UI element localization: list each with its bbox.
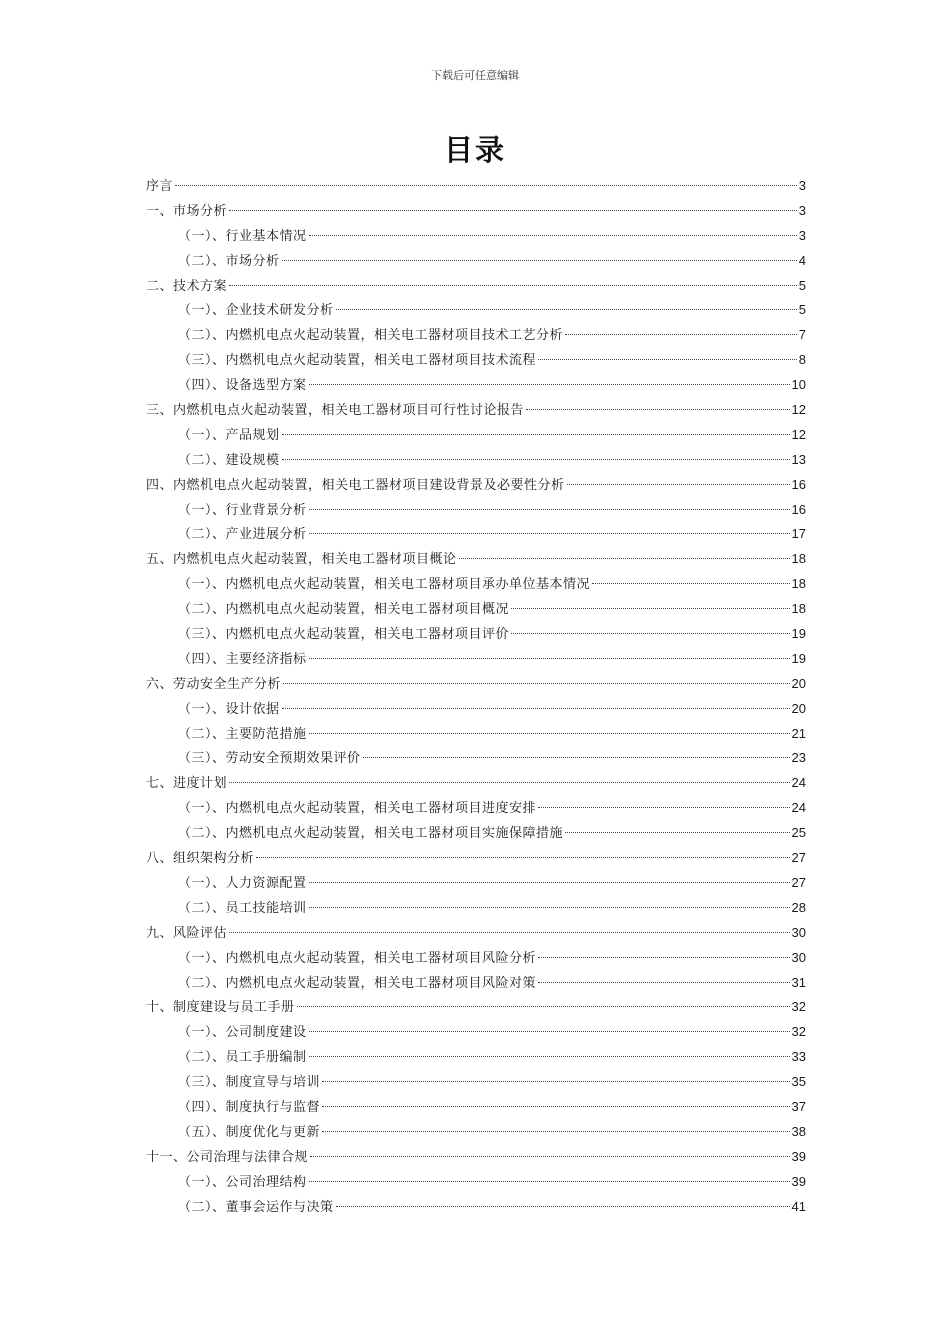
toc-title: 目录	[443, 133, 506, 167]
toc-entry-label: 八、组织架构分析	[146, 851, 255, 867]
toc-entry-label: （一）、公司治理结构	[178, 1174, 307, 1190]
toc-page-number: 32	[791, 999, 806, 1015]
toc-dot-leader	[309, 1031, 790, 1032]
toc-section-entry[interactable]	[146, 1170, 806, 1195]
toc-section-entry[interactable]	[146, 423, 806, 448]
toc-page-number: 32	[791, 1024, 806, 1040]
toc-page-number: 16	[791, 501, 806, 517]
toc-dot-leader	[336, 309, 797, 310]
toc-entry-label: （一）、设计依据	[178, 701, 280, 717]
toc-chapter-entry[interactable]	[146, 921, 806, 946]
toc-entry-label: （二）、市场分析	[178, 253, 280, 269]
toc-dot-leader	[538, 807, 790, 808]
toc-page-number: 18	[791, 551, 806, 567]
toc-entry-label: （四）、主要经济指标	[178, 651, 307, 667]
toc-page-number: 27	[791, 874, 806, 890]
toc-chapter-entry[interactable]	[146, 174, 806, 199]
toc-entry-label: （二）、内燃机电点火起动装置，相关电工器材项目风险对策	[178, 975, 537, 991]
toc-entry-label: 三、内燃机电点火起动装置，相关电工器材项目可行性讨论报告	[146, 403, 525, 419]
toc-section-entry[interactable]	[146, 896, 806, 921]
toc-entry-label: （五）、制度优化与更新	[178, 1124, 321, 1140]
toc-chapter-entry[interactable]	[146, 672, 806, 697]
toc-dot-leader	[309, 1181, 790, 1182]
toc-dot-leader	[310, 1156, 790, 1157]
toc-chapter-entry[interactable]	[146, 846, 806, 871]
toc-page-number: 19	[791, 650, 806, 666]
toc-entry-label: 序言	[146, 179, 174, 194]
toc-dot-leader	[309, 658, 790, 659]
toc-page-number: 25	[791, 825, 806, 841]
toc-entry-label: 五、内燃机电点火起动装置，相关电工器材项目概论	[146, 552, 457, 568]
toc-section-entry[interactable]	[146, 697, 806, 722]
toc-chapter-entry[interactable]	[146, 995, 806, 1020]
toc-page-number: 33	[791, 1049, 806, 1065]
toc-page-number: 18	[791, 576, 806, 592]
toc-dot-leader	[322, 1131, 790, 1132]
toc-section-entry[interactable]	[146, 971, 806, 996]
toc-entry-label: （一）、行业背景分析	[178, 502, 307, 518]
toc-page-number: 12	[791, 426, 806, 442]
toc-section-entry[interactable]	[146, 622, 806, 647]
toc-entry-label: （三）、内燃机电点火起动装置，相关电工器材项目技术流程	[178, 353, 537, 369]
toc-entry-label: （四）、设备选型方案	[178, 378, 307, 394]
toc-page-number: 38	[791, 1123, 806, 1139]
toc-page-number: 39	[791, 1148, 806, 1164]
toc-section-entry[interactable]	[146, 323, 806, 348]
toc-dot-leader	[256, 857, 790, 858]
toc-section-entry[interactable]	[146, 249, 806, 274]
toc-dot-leader	[363, 757, 790, 758]
toc-entry-label: （二）、内燃机电点火起动装置，相关电工器材项目概况	[178, 602, 510, 618]
toc-entry-label: （一）、内燃机电点火起动装置，相关电工器材项目风险分析	[178, 950, 537, 966]
toc-entry-label: （二）、董事会运作与决策	[178, 1199, 334, 1215]
toc-page-number: 21	[791, 725, 806, 741]
toc-section-entry[interactable]	[146, 796, 806, 821]
toc-dot-leader	[282, 260, 797, 261]
toc-section-entry[interactable]	[146, 1120, 806, 1145]
toc-entry-label: （一）、行业基本情况	[178, 228, 307, 244]
toc-page-number: 41	[791, 1198, 806, 1214]
toc-section-entry[interactable]	[146, 498, 806, 523]
toc-page-number: 27	[791, 850, 806, 866]
toc-entry-label: 九、风险评估	[146, 925, 228, 941]
toc-section-entry[interactable]	[146, 746, 806, 771]
toc-entry-label: 七、进度计划	[146, 776, 228, 792]
toc-chapter-entry[interactable]	[146, 274, 806, 299]
toc-page-number: 13	[791, 451, 806, 467]
toc-entry-label: 六、劳动安全生产分析	[146, 676, 282, 692]
toc-section-entry[interactable]	[146, 946, 806, 971]
toc-dot-leader	[283, 683, 790, 684]
toc-page-number: 3	[798, 227, 806, 243]
toc-page-number: 17	[791, 526, 806, 542]
toc-entry-label: （一）、内燃机电点火起动装置，相关电工器材项目进度安排	[178, 801, 537, 817]
toc-dot-leader	[309, 384, 790, 385]
toc-dot-leader	[229, 782, 790, 783]
toc-page-number: 35	[791, 1074, 806, 1090]
toc-section-entry[interactable]	[146, 522, 806, 547]
toc-dot-leader	[322, 1081, 790, 1082]
toc-entry-label: （四）、制度执行与监督	[178, 1099, 321, 1115]
header-note: 下载后可任意编辑	[431, 69, 519, 82]
toc-entry-label: 四、内燃机电点火起动装置，相关电工器材项目建设背景及必要性分析	[146, 477, 565, 493]
toc-dot-leader	[282, 459, 790, 460]
toc-page-number: 18	[791, 601, 806, 617]
toc-entry-label: （一）、企业技术研发分析	[178, 303, 334, 319]
toc-chapter-entry[interactable]	[146, 547, 806, 572]
toc-section-entry[interactable]	[146, 647, 806, 672]
toc-chapter-entry[interactable]	[146, 398, 806, 423]
toc-section-entry[interactable]	[146, 1020, 806, 1045]
toc-page-number: 24	[791, 775, 806, 791]
toc-section-entry[interactable]	[146, 448, 806, 473]
toc-dot-leader	[309, 235, 797, 236]
toc-page-number: 28	[791, 899, 806, 915]
toc-chapter-entry[interactable]	[146, 199, 806, 224]
toc-section-entry[interactable]	[146, 1045, 806, 1070]
toc-entry-label: （一）、产品规划	[178, 427, 280, 443]
toc-entry-label: 十一、公司治理与法律合规	[146, 1149, 309, 1165]
toc-dot-leader	[592, 583, 790, 584]
toc-entry-label: （二）、员工手册编制	[178, 1050, 307, 1066]
toc-entry-label: （二）、主要防范措施	[178, 726, 307, 742]
toc-dot-leader	[538, 957, 790, 958]
toc-section-entry[interactable]	[146, 597, 806, 622]
toc-section-entry[interactable]	[146, 1195, 806, 1220]
toc-dot-leader	[175, 185, 797, 186]
toc-section-entry[interactable]	[146, 1070, 806, 1095]
toc-dot-leader	[229, 932, 790, 933]
toc-section-entry[interactable]	[146, 722, 806, 747]
toc-section-entry[interactable]	[146, 224, 806, 249]
toc-entry-label: （二）、产业进展分析	[178, 527, 307, 543]
toc-dot-leader	[297, 1006, 790, 1007]
toc-entry-label: （一）、公司制度建设	[178, 1025, 307, 1041]
toc-dot-leader	[336, 1206, 790, 1207]
toc-entry-label: （三）、制度宣导与培训	[178, 1075, 321, 1091]
toc-chapter-entry[interactable]	[146, 771, 806, 796]
toc-page-number: 3	[798, 178, 806, 193]
toc-page-number: 37	[791, 1098, 806, 1114]
toc-entry-label: （二）、内燃机电点火起动装置，相关电工器材项目技术工艺分析	[178, 328, 564, 344]
toc-entry-label: （三）、劳动安全预期效果评价	[178, 751, 361, 767]
toc-dot-leader	[526, 409, 790, 410]
toc-entry-label: 二、技术方案	[146, 278, 228, 294]
toc-entry-label: （二）、建设规模	[178, 452, 280, 468]
toc-section-entry[interactable]	[146, 871, 806, 896]
toc-entry-label: （一）、人力资源配置	[178, 875, 307, 891]
toc-section-entry[interactable]	[146, 572, 806, 597]
toc-page-number: 4	[798, 252, 806, 268]
toc-page-number: 3	[798, 202, 806, 218]
toc-dot-leader	[309, 533, 790, 534]
toc-page-number: 5	[798, 302, 806, 318]
toc-dot-leader	[511, 633, 790, 634]
toc-page-number: 5	[798, 277, 806, 293]
toc-page-number: 19	[791, 626, 806, 642]
toc-dot-leader	[229, 285, 797, 286]
toc-dot-leader	[282, 434, 790, 435]
toc-dot-leader	[309, 907, 790, 908]
toc-entry-label: （三）、内燃机电点火起动装置，相关电工器材项目评价	[178, 627, 510, 643]
toc-dot-leader	[282, 708, 790, 709]
toc-page-number: 30	[791, 949, 806, 965]
toc-dot-leader	[309, 509, 790, 510]
toc-page-number: 20	[791, 700, 806, 716]
toc-dot-leader	[229, 210, 797, 211]
toc-page-number: 39	[791, 1173, 806, 1189]
toc-dot-leader	[309, 882, 790, 883]
toc-entry-label: （二）、内燃机电点火起动装置，相关电工器材项目实施保障措施	[178, 826, 564, 842]
toc-dot-leader	[309, 1056, 790, 1057]
toc-dot-leader	[565, 832, 790, 833]
toc-dot-leader	[567, 484, 790, 485]
toc-section-entry[interactable]	[146, 821, 806, 846]
toc-page-number: 16	[791, 476, 806, 492]
toc-entry-label: （一）、内燃机电点火起动装置，相关电工器材项目承办单位基本情况	[178, 577, 591, 593]
toc-entry-label: 一、市场分析	[146, 203, 228, 219]
toc-page-number: 12	[791, 402, 806, 418]
toc-section-entry[interactable]	[146, 373, 806, 398]
toc-page-number: 31	[791, 974, 806, 990]
toc-section-entry[interactable]	[146, 298, 806, 323]
toc-entry-label: 十、制度建设与员工手册	[146, 1000, 295, 1016]
toc-page-number: 23	[791, 750, 806, 766]
toc-dot-leader	[538, 359, 797, 360]
toc-page-number: 7	[798, 327, 806, 343]
toc-chapter-entry[interactable]	[146, 473, 806, 498]
toc-page-number: 8	[798, 352, 806, 368]
toc-section-entry[interactable]	[146, 1095, 806, 1120]
toc-page-number: 24	[791, 800, 806, 816]
toc-page-number: 10	[791, 377, 806, 393]
toc-section-entry[interactable]	[146, 348, 806, 373]
toc-dot-leader	[511, 608, 790, 609]
toc-entry-label: （二）、员工技能培训	[178, 900, 307, 916]
toc-dot-leader	[538, 982, 790, 983]
toc-page-number: 20	[791, 675, 806, 691]
toc-dot-leader	[459, 558, 790, 559]
toc-chapter-entry[interactable]	[146, 1145, 806, 1170]
toc-list	[146, 174, 806, 1219]
toc-page-number: 30	[791, 924, 806, 940]
toc-dot-leader	[309, 733, 790, 734]
toc-dot-leader	[322, 1106, 790, 1107]
toc-dot-leader	[565, 334, 797, 335]
